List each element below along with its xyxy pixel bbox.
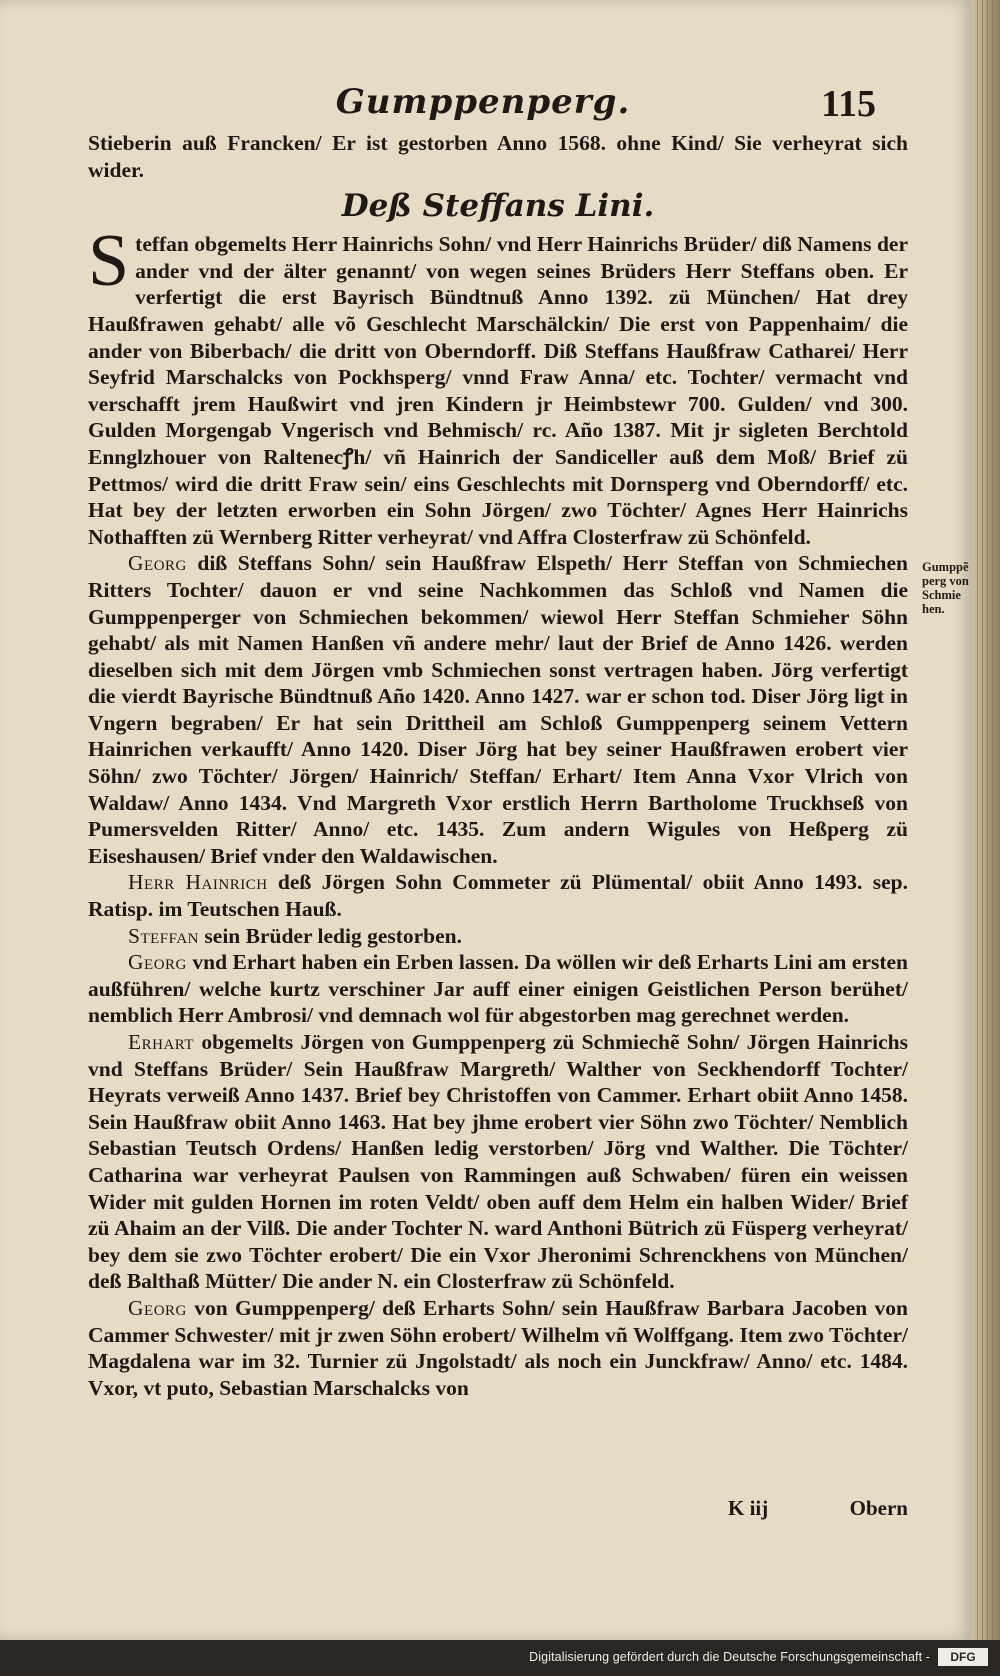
signature-mark: K iij bbox=[728, 1496, 769, 1520]
paragraph-lead-name: Georg bbox=[128, 950, 187, 975]
marginal-note-line: hen. bbox=[922, 602, 945, 616]
paragraph-georg-erhart bbox=[88, 949, 908, 1029]
dfg-logo-icon bbox=[938, 1648, 988, 1666]
paragraph-steffan-brother bbox=[88, 923, 908, 950]
paragraph-georg bbox=[88, 550, 908, 869]
dfg-logo-text: DFG bbox=[950, 1650, 976, 1664]
paragraph-hainrich bbox=[88, 869, 908, 922]
paragraph-body: deß Jörgen Sohn Commeter zü Plümental/ obiit Anno 1493. sep. Ratisp. im Teutschen Hauß. bbox=[88, 870, 908, 922]
page-footer bbox=[88, 1496, 908, 1524]
paragraph-body: sein Brüder ledig gestorben. bbox=[199, 923, 463, 948]
marginal-note-line: Schmie bbox=[922, 588, 961, 602]
paragraph-lead-name: Herr Hainrich bbox=[128, 870, 268, 895]
section-heading: Deß Steffans Lini. bbox=[341, 188, 655, 225]
page-header bbox=[90, 82, 876, 128]
paragraph-erhart bbox=[88, 1029, 908, 1295]
paragraph-lead-name: Georg bbox=[128, 1295, 187, 1320]
paragraph-body: obgemelts Jörgen von Gumppenperg zü Schmiechẽ Sohn/ Jörgen Hainrichs vnd Steffans Brüder/ Sein Haußfraw Margreth/ Walther von Seckhendorff Tochter/ Heyrats verweiß Anno 1437. Brief bey Christoffen von Cammer. Erhart obiit Anno 1458. Sein Haußfraw obiit Anno 1463. Hat bey jhme erobert vier Söhn zwo Töchter/ Nemblich Sebastian Teutsch Ordens/ Hanßen ledig verstorben/ Jörg vnd Walther. Die Töchter/ Catharina war verheyrat Paulsen von Rammingen auß Schwaben/ füren ein weissen Wider mit gulden Hornen im roten Veldt/ oben auff dem Helm ein halben Wider/ Brief zü Ahaim an der Vilß. Die ander Tochter N. ward Anthoni Bütrich zü Füsperg verheyrat/ bey dem sie zwo Töchter erobert/ Die ein Vxor Jheronimi Schrenckhens von München/ deß Balthaß Mütter/ Die ander N. ein Closterfraw zü Schönfeld. bbox=[88, 1030, 908, 1294]
paragraph-continuation: Stieberin auß Francken/ Er ist gestorben Anno 1568. ohne Kind/ Sie verheyrat sich wider. bbox=[88, 131, 908, 182]
paragraph-body: vnd Erhart haben ein Erben lassen. Da wöllen wir deß Erharts Lini am ersten außführen/ welche kurtz verschiner Jar auff einer einigen Geistlichen Person berühet/ nemblich Herr Ambrosi/ vnd demnach wol für abgestorben mag gerechnet werden. bbox=[88, 950, 908, 1028]
paragraph-lead-name: Erhart bbox=[128, 1030, 195, 1054]
paragraph-lead-name: Georg bbox=[128, 551, 187, 576]
page-stack-edge bbox=[972, 0, 1000, 1640]
funding-credit: Digitalisierung gefördert durch die Deutsche Forschungsgemeinschaft - bbox=[529, 1650, 930, 1664]
text-column bbox=[88, 130, 908, 1401]
marginal-note-line: Gumppẽ bbox=[922, 560, 969, 574]
paragraph-lead-name: Steffan bbox=[128, 923, 200, 948]
catchword: Obern bbox=[849, 1496, 908, 1520]
folio-number: 115 bbox=[821, 83, 876, 125]
credit-bar bbox=[0, 1640, 1000, 1676]
paragraph-steffan: Steffan obgemelts Herr Hainrichs Sohn/ vnd Herr Hainrichs Brüder/ diß Namens der ander vnd der älter genannt/ von wegen seines Brüders Herr Steffans oben. Er verfertigt die erst Bayrisch Bündtnuß Anno 1392. zü München/ Hat drey Haußfrawen gehabt/ alle võ Geschlecht Marschälckin/ Die erst von Pappenhaim/ die ander von Biberbach/ die dritt von Oberndorff. Diß Steffans Haußfraw Catharei/ Herr Seyfrid Marschalcks von Pockhsperg/ vnnd Fraw Anna/ etc. Tochter/ vermacht vnd verschafft jrem Haußwirt vnd jren Kindern jr Heimbstewr 700. Gulden/ vnd 300. Gulden Morgengab Vngerisch vnd Behmisch/ rc. Año 1387. Mit jr sigleten Berchtold Ennglzhouer von Raltenecꝭh/ vñ Hainrich der Sandiceller auß dem Moß/ Brief zü Pettmos/ wird die dritt Fraw sein/ eins Geschlechts mit Dornsperg vnd Oberndorff/ etc. Hat bey der letzten erworben ein Sohn Jörgen/ zwo Töchter/ Agnes Herr Hainrichs Nothafften zü Wernberg Ritter verheyrat/ vnd Affra Closterfraw zü Schönfeld. bbox=[88, 220, 908, 549]
marginal-note bbox=[922, 560, 972, 616]
paragraph-body: diß Steffans Sohn/ sein Haußfraw Elspeth/ Herr Steffan von Schmiechen Ritters Tochter/ dauon er vnd seine Nachkommen das Schloß vnd Namen die Gumppenperger von Schmiechen bekommen/ wiewol Herr Steffan Schmieher Söhn gehabt/ als mit Namen Hanßen vñ andere mehr/ laut der Brief de Anno 1426. werden dieselben sich mit dem Jörgen vmb Schmiechen sonst vertragen haben. Jörg verfertigt die vierdt Bayrische Bündtnuß Año 1420. Anno 1427. war er schon tod. Diser Jörg ligt in Vngern begraben/ Er hat sein Drittheil am Schloß Gumppenperg seinem Vettern Hainrichen verkaufft/ Anno 1420. Diser Jörg hat bey seiner Haußfrawen erobert vier Söhn/ zwo Töchter/ Jörgen/ Hainrich/ Steffan/ Erhart/ Item Anna Vxor Vlrich von Waldaw/ Anno 1434. Vnd Margreth Vxor erstlich Herrn Bartholome Truckhseß von Pumersvelden Ritter/ Anno/ etc. 1435. Zum andern Wigules von Heßperg zü Eiseshausen/ Brief vnder den Waldawischen. bbox=[88, 551, 908, 868]
running-title: Gumppenperg. bbox=[335, 82, 631, 122]
paragraph-body: von Gumppenperg/ deß Erharts Sohn/ sein Haußfraw Barbara Jacoben von Cammer Schwester/ mit jr zwen Söhn erobert/ Wilhelm vñ Wolffgang. Item zwo Töchter/ Magdalena war im 32. Turnier zü Jngolstadt/ als noch ein Junckfraw/ Anno/ etc. 1484. Vxor, vt puto, Sebastian Marschalcks von bbox=[88, 1295, 908, 1400]
marginal-note-line: perg von bbox=[922, 574, 969, 588]
paragraph-georg-gumppenperg bbox=[88, 1295, 908, 1401]
